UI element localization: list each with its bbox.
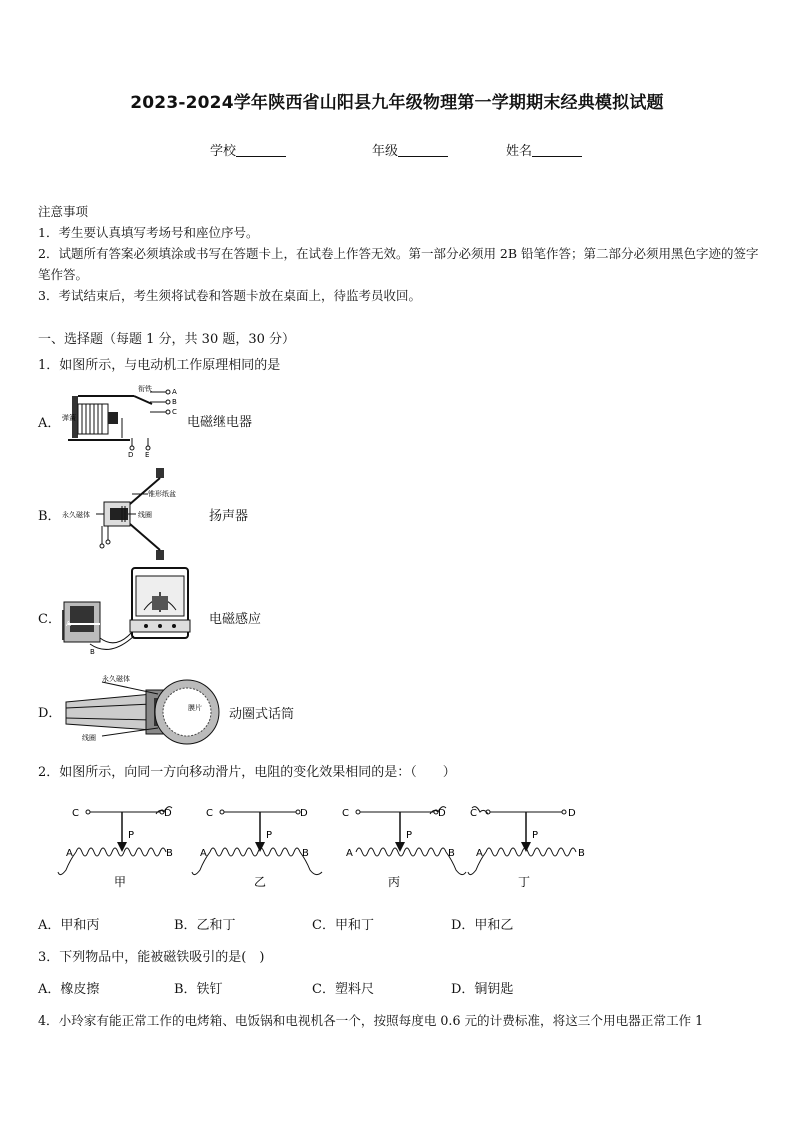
- svg-text:D: D: [438, 808, 446, 819]
- q3-choice-c[interactable]: C．塑料尺: [312, 982, 374, 997]
- q1-option-b-label: 扬声器: [209, 509, 249, 524]
- diagram-label-bing: 丙: [388, 875, 401, 889]
- microphone-figure: [62, 672, 222, 752]
- svg-text:C: C: [206, 808, 213, 819]
- svg-text:A: A: [172, 388, 177, 396]
- question-2-stem: 2．如图所示，向同一方向移动滑片，电阻的变化效果相同的是：（ ）: [38, 765, 456, 780]
- svg-text:A: A: [66, 620, 71, 628]
- notice-heading: 注意事项: [38, 204, 89, 219]
- svg-text:C: C: [172, 408, 177, 416]
- induction-figure: [60, 566, 190, 662]
- svg-text:P: P: [128, 830, 135, 841]
- notice-item: 3．考试结束后，考生须将试卷和答题卡放在桌面上，待监考员收回。: [38, 288, 421, 303]
- q1-option-a-letter[interactable]: A．: [38, 416, 61, 431]
- q1-option-d-letter[interactable]: D．: [38, 706, 62, 721]
- svg-text:P: P: [532, 830, 539, 841]
- q3-choice-b[interactable]: B．铁钉: [174, 982, 223, 997]
- svg-text:C: C: [470, 808, 477, 819]
- question-1-stem: 1．如图所示，与电动机工作原理相同的是: [38, 358, 281, 373]
- mic-label-magnet: 永久磁体: [102, 675, 130, 683]
- q2-choice-a[interactable]: A．甲和丙: [38, 918, 100, 933]
- rheostat-diagrams: [50, 794, 590, 894]
- svg-text:A: A: [66, 848, 73, 859]
- svg-text:B: B: [302, 848, 309, 859]
- q1-option-c-label: 电磁感应: [209, 612, 262, 627]
- svg-text:P: P: [406, 830, 413, 841]
- svg-text:B: B: [90, 648, 95, 656]
- svg-text:D: D: [164, 808, 172, 819]
- q1-option-d-label: 动圈式话筒: [229, 707, 295, 722]
- svg-text:B: B: [448, 848, 455, 859]
- q1-option-c-letter[interactable]: C．: [38, 612, 61, 627]
- svg-text:P: P: [266, 830, 273, 841]
- rheostat-jia: [58, 807, 173, 889]
- diagram-label-jia: 甲: [114, 875, 127, 889]
- svg-text:A: A: [476, 848, 483, 859]
- school-field[interactable]: 学校: [210, 140, 286, 159]
- relay-figure: [62, 382, 182, 458]
- q3-choice-a[interactable]: A．橡皮擦: [38, 982, 100, 997]
- mic-label-diaphragm: 膜片: [188, 704, 202, 712]
- name-field[interactable]: 姓名: [506, 140, 582, 159]
- svg-text:D: D: [300, 808, 308, 819]
- svg-text:C: C: [72, 808, 79, 819]
- rheostat-ding: [468, 807, 585, 889]
- svg-text:B: B: [172, 398, 177, 406]
- svg-text:B: B: [166, 848, 173, 859]
- svg-text:A: A: [200, 848, 207, 859]
- rheostat-yi: [192, 808, 322, 889]
- svg-text:D: D: [568, 808, 576, 819]
- q2-choice-b[interactable]: B．乙和丁: [174, 918, 236, 933]
- diagram-label-ding: 丁: [518, 875, 531, 889]
- grade-field[interactable]: 年级: [372, 140, 448, 159]
- notice-item: 2．试题所有答案必须填涂或书写在答题卡上，在试卷上作答无效。第一部分必须用 2B 铅笔作答；第二部分必须用黑色字迹的签字笔作答。: [38, 246, 759, 282]
- speaker-label-cone: 锥形纸盆: [148, 490, 176, 498]
- notice-block: [38, 201, 760, 306]
- page-title: 2023-2024学年陕西省山阳县九年级物理第一学期期末经典模拟试题: [130, 93, 664, 113]
- question-4-stem: 4．小玲家有能正常工作的电烤箱、电饭锅和电视机各一个，按照每度电 0.6 元的计费标准，将这三个用电器正常工作 1: [38, 1013, 704, 1028]
- svg-text:A: A: [346, 848, 353, 859]
- diagram-label-yi: 乙: [254, 875, 267, 889]
- notice-item: 1．考生要认真填写考场号和座位序号。: [38, 225, 259, 240]
- mic-label-coil: 线圈: [82, 734, 96, 742]
- svg-text:E: E: [145, 451, 150, 459]
- speaker-label-coil: 线圈: [138, 511, 152, 519]
- section-heading: 一、选择题（每题 1 分，共 30 题，30 分）: [38, 332, 296, 347]
- loudspeaker-figure: [60, 466, 176, 564]
- relay-label-armature: 衔铁: [138, 385, 152, 393]
- question-3-stem: 3．下列物品中，能被磁铁吸引的是( ): [38, 950, 265, 965]
- speaker-label-magnet: 永久磁体: [62, 511, 90, 519]
- svg-text:C: C: [342, 808, 349, 819]
- q1-option-b-letter[interactable]: B．: [38, 509, 61, 524]
- rheostat-bing: [342, 807, 466, 889]
- relay-label-spring: 弹簧: [62, 414, 76, 422]
- q2-choice-c[interactable]: C．甲和丁: [312, 918, 374, 933]
- svg-text:B: B: [578, 848, 585, 859]
- q3-choice-d[interactable]: D．铜钥匙: [451, 982, 514, 997]
- q1-option-a-label: 电磁继电器: [187, 415, 253, 430]
- q2-choice-d[interactable]: D．甲和乙: [451, 918, 514, 933]
- svg-text:D: D: [128, 451, 134, 459]
